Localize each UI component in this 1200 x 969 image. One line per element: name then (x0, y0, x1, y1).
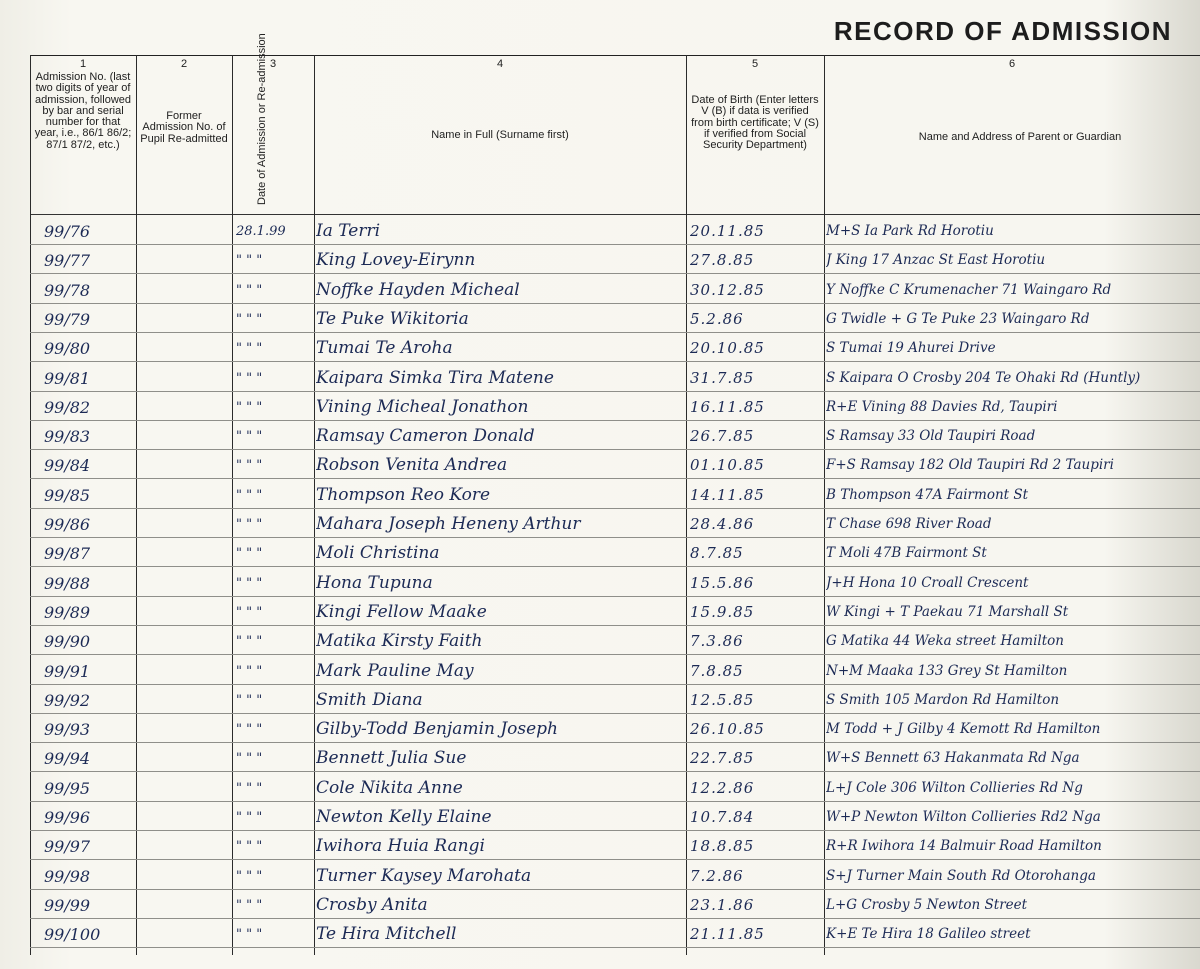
table-row (30, 834, 1200, 860)
table-row (30, 453, 1200, 479)
admission-date-cell: " " " (236, 927, 263, 943)
table-row (30, 922, 1200, 948)
parent-guardian-cell: G Matika 44 Weka street Hamilton (826, 633, 1064, 650)
table-row (30, 424, 1200, 450)
table-row (30, 864, 1200, 890)
date-of-birth-cell: 21.11.85 (690, 925, 765, 944)
date-of-birth-cell: 22.7.85 (690, 749, 755, 768)
header-date-admission: Date of Admission or Re-admission (256, 33, 268, 205)
admission-no-cell: 99/78 (44, 280, 91, 300)
table-row (30, 805, 1200, 831)
table-row (30, 746, 1200, 772)
date-of-birth-cell: 15.5.86 (690, 573, 755, 592)
parent-guardian-cell: T Moli 47B Fairmont St (826, 545, 987, 562)
header-top-rule (30, 55, 1200, 56)
admission-no-cell: 99/87 (44, 544, 91, 564)
parent-guardian-cell: B Thompson 47A Fairmont St (826, 486, 1029, 503)
admission-date-cell: " " " (236, 282, 263, 298)
header-name-in-full: Name in Full (Surname first) (431, 129, 569, 141)
admission-date-cell: " " " (236, 458, 263, 474)
admission-date-cell: 28.1.99 (236, 224, 286, 239)
admission-date-cell: " " " (236, 253, 263, 269)
parent-guardian-cell: M Todd + J Gilby 4 Kemott Rd Hamilton (826, 721, 1101, 738)
pupil-name-cell: Iwihora Huia Rangi (316, 836, 485, 857)
table-row (30, 336, 1200, 362)
admission-date-cell: " " " (236, 517, 263, 532)
admission-date-cell: " " " (236, 810, 263, 825)
parent-guardian-cell: N+M Maaka 133 Grey St Hamilton (826, 662, 1068, 679)
pupil-name-cell: Kingi Fellow Maake (316, 601, 487, 622)
date-of-birth-cell: 15.9.85 (690, 602, 755, 621)
date-of-birth-cell: 20.11.85 (690, 222, 765, 240)
table-row (30, 541, 1200, 567)
table-row (30, 688, 1200, 714)
col-number-6: 6 (1008, 58, 1016, 70)
table-row (30, 600, 1200, 626)
admission-no-cell: 99/86 (44, 515, 91, 534)
admission-no-cell: 99/99 (44, 895, 91, 915)
date-of-birth-cell: 16.11.85 (690, 397, 765, 416)
admission-date-cell: " " " (236, 341, 263, 357)
date-of-birth-cell: 30.12.85 (690, 280, 765, 299)
header-date-of-birth: Date of Birth (Enter letters V (B) if data is verified from birth certificate; V (S) if verified from Social Security Department) (691, 94, 819, 152)
date-of-birth-cell: 26.7.85 (690, 427, 755, 446)
pupil-name-cell: Crosby Anita (316, 894, 428, 915)
pupil-name-cell: Bennett Julia Sue (316, 748, 467, 769)
parent-guardian-cell: W Kingi + T Paekau 71 Marshall St (826, 603, 1069, 620)
admission-no-cell: 99/93 (44, 720, 91, 740)
table-row (30, 659, 1200, 685)
pupil-name-cell: Ia Terri (316, 221, 381, 241)
admission-date-cell: " " " (236, 897, 263, 913)
admission-date-cell: " " " (236, 634, 263, 650)
parent-guardian-cell: L+J Cole 306 Wilton Collieries Rd Ng (826, 779, 1083, 796)
pupil-name-cell: Cole Nikita Anne (316, 777, 463, 798)
date-of-birth-cell: 7.8.85 (690, 661, 744, 680)
admission-no-cell: 99/83 (44, 427, 91, 447)
parent-guardian-cell: Y Noffke C Krumenacher 71 Waingaro Rd (826, 281, 1112, 298)
pupil-name-cell: Ramsay Cameron Donald (316, 426, 535, 447)
admission-date-cell: " " " (236, 311, 263, 327)
parent-guardian-cell: G Twidle + G Te Puke 23 Waingaro Rd (826, 310, 1090, 327)
admission-no-cell: 99/100 (44, 925, 101, 945)
admission-date-cell: " " " (236, 399, 263, 415)
date-of-birth-cell: 23.1.86 (690, 895, 755, 914)
pupil-name-cell: Hona Tupuna (316, 572, 433, 593)
pupil-name-cell: King Lovey-Eirynn (316, 250, 476, 271)
admission-date-cell: " " " (236, 429, 263, 445)
table-row (30, 248, 1200, 274)
admission-date-cell: " " " (236, 868, 263, 884)
date-of-birth-cell: 5.2.86 (690, 309, 744, 328)
table-row (30, 483, 1200, 509)
parent-guardian-cell: J+H Hona 10 Croall Crescent (826, 574, 1029, 591)
col-number-2: 2 (180, 58, 188, 70)
parent-guardian-cell: L+G Crosby 5 Newton Street (826, 896, 1028, 913)
header-admission-no: Admission No. (last two digits of year of admission, followed by bar and serial number for that year, i.e., 86/1 86/2; 87/1 87/2, etc.) (34, 71, 132, 151)
parent-guardian-cell: S+J Turner Main South Rd Otorohanga (826, 867, 1096, 884)
pupil-name-cell: Te Puke Wikitoria (316, 308, 469, 329)
admission-no-cell: 99/91 (44, 661, 91, 681)
header-bottom-rule (30, 214, 1200, 215)
parent-guardian-cell: S Tumai 19 Ahurei Drive (826, 340, 996, 357)
parent-guardian-cell: S Kaipara O Crosby 204 Te Ohaki Rd (Huntly) (826, 369, 1141, 386)
admission-date-cell: " " " (236, 722, 263, 738)
parent-guardian-cell: J King 17 Anzac St East Horotiu (826, 252, 1046, 269)
date-of-birth-cell: 10.7.84 (690, 808, 755, 826)
table-row (30, 512, 1200, 538)
table-row (30, 571, 1200, 597)
admission-date-cell: " " " (236, 575, 263, 591)
admission-no-cell: 99/79 (44, 309, 91, 329)
date-of-birth-cell: 12.5.85 (690, 690, 755, 709)
pupil-name-cell: Gilby-Todd Benjamin Joseph (316, 719, 558, 740)
table-row (30, 776, 1200, 802)
admission-no-cell: 99/90 (44, 632, 91, 652)
date-of-birth-cell: 12.2.86 (690, 778, 755, 797)
col-number-1: 1 (79, 58, 87, 70)
admission-no-cell: 99/80 (44, 339, 91, 359)
table-row (30, 278, 1200, 304)
parent-guardian-cell: K+E Te Hira 18 Galileo street (826, 926, 1031, 943)
pupil-name-cell: Kaipara Simka Tira Matene (316, 367, 554, 388)
admission-no-cell: 99/81 (44, 368, 91, 388)
admission-no-cell: 99/77 (44, 251, 91, 271)
admission-date-cell: " " " (236, 370, 263, 386)
date-of-birth-cell: 18.8.85 (690, 837, 755, 856)
date-of-birth-cell: 7.3.86 (690, 632, 744, 651)
admission-date-cell: " " " (236, 839, 263, 855)
parent-guardian-cell: T Chase 698 River Road (826, 516, 992, 532)
col-number-5: 5 (751, 58, 759, 70)
header-former-admission: Former Admission No. of Pupil Re-admitted (140, 110, 228, 145)
table-row (30, 395, 1200, 421)
pupil-name-cell: Robson Venita Andrea (316, 455, 508, 476)
col-number-4: 4 (496, 58, 504, 70)
admission-date-cell: " " " (236, 487, 263, 503)
date-of-birth-cell: 28.4.86 (690, 515, 755, 533)
admission-no-cell: 99/88 (44, 573, 91, 593)
admission-date-cell: " " " (236, 780, 263, 796)
pupil-name-cell: Matika Kirsty Faith (316, 631, 483, 652)
parent-guardian-cell: W+P Newton Wilton Collieries Rd2 Nga (826, 809, 1101, 825)
admission-date-cell: " " " (236, 604, 263, 620)
date-of-birth-cell: 20.10.85 (690, 339, 765, 358)
header-parent-guardian: Name and Address of Parent or Guardian (918, 131, 1122, 143)
date-of-birth-cell: 8.7.85 (690, 544, 744, 563)
pupil-name-cell: Moli Christina (316, 543, 440, 564)
admission-date-cell: " " " (236, 751, 263, 767)
admission-no-cell: 99/76 (44, 222, 91, 241)
date-of-birth-cell: 14.11.85 (690, 485, 765, 504)
pupil-name-cell: Turner Kaysey Marohata (316, 865, 532, 886)
col-number-3: 3 (269, 58, 277, 70)
admission-no-cell: 99/92 (44, 690, 91, 710)
pupil-name-cell: Tumai Te Aroha (316, 338, 453, 359)
date-of-birth-cell: 27.8.85 (690, 251, 755, 270)
table-row (30, 893, 1200, 919)
date-of-birth-cell: 7.2.86 (690, 866, 744, 885)
date-of-birth-cell: 26.10.85 (690, 720, 765, 739)
parent-guardian-cell: R+E Vining 88 Davies Rd, Taupiri (826, 398, 1058, 415)
admission-date-cell: " " " (236, 546, 263, 562)
pupil-name-cell: Smith Diana (316, 689, 423, 710)
table-row (30, 219, 1200, 245)
pupil-name-cell: Mahara Joseph Heneny Arthur (316, 514, 581, 534)
date-of-birth-cell: 01.10.85 (690, 456, 765, 475)
parent-guardian-cell: S Ramsay 33 Old Taupiri Road (826, 428, 1036, 445)
admission-no-cell: 99/84 (44, 456, 91, 476)
admission-no-cell: 99/98 (44, 866, 91, 886)
admission-no-cell: 99/95 (44, 778, 91, 798)
pupil-name-cell: Mark Pauline May (316, 660, 474, 681)
admission-date-cell: " " " (236, 692, 263, 708)
pupil-name-cell: Vining Micheal Jonathon (316, 396, 529, 417)
pupil-name-cell: Newton Kelly Elaine (316, 807, 492, 827)
admission-no-cell: 99/82 (44, 397, 91, 417)
page-title: RECORD OF ADMISSION (833, 16, 1172, 46)
parent-guardian-cell: R+R Iwihora 14 Balmuir Road Hamilton (826, 838, 1102, 855)
table-row (30, 717, 1200, 743)
parent-guardian-cell: W+S Bennett 63 Hakanmata Rd Nga (826, 750, 1080, 767)
admission-date-cell: " " " (236, 663, 263, 679)
parent-guardian-cell: M+S Ia Park Rd Horotiu (826, 223, 994, 239)
pupil-name-cell: Thompson Reo Kore (316, 484, 491, 505)
table-row (30, 629, 1200, 655)
parent-guardian-cell: S Smith 105 Mardon Rd Hamilton (826, 691, 1060, 708)
admission-no-cell: 99/85 (44, 485, 91, 505)
parent-guardian-cell: F+S Ramsay 182 Old Taupiri Rd 2 Taupiri (826, 457, 1114, 474)
pupil-name-cell: Te Hira Mitchell (316, 924, 457, 945)
admission-no-cell: 99/96 (44, 808, 91, 827)
bleed-through-text (298, 95, 628, 106)
admission-no-cell: 99/89 (44, 602, 91, 622)
admission-no-cell: 99/97 (44, 837, 91, 857)
table-row (30, 307, 1200, 333)
date-of-birth-cell: 31.7.85 (690, 368, 755, 387)
pupil-name-cell: Noffke Hayden Micheal (316, 279, 520, 300)
admission-no-cell: 99/94 (44, 749, 91, 769)
table-row (30, 366, 1200, 392)
